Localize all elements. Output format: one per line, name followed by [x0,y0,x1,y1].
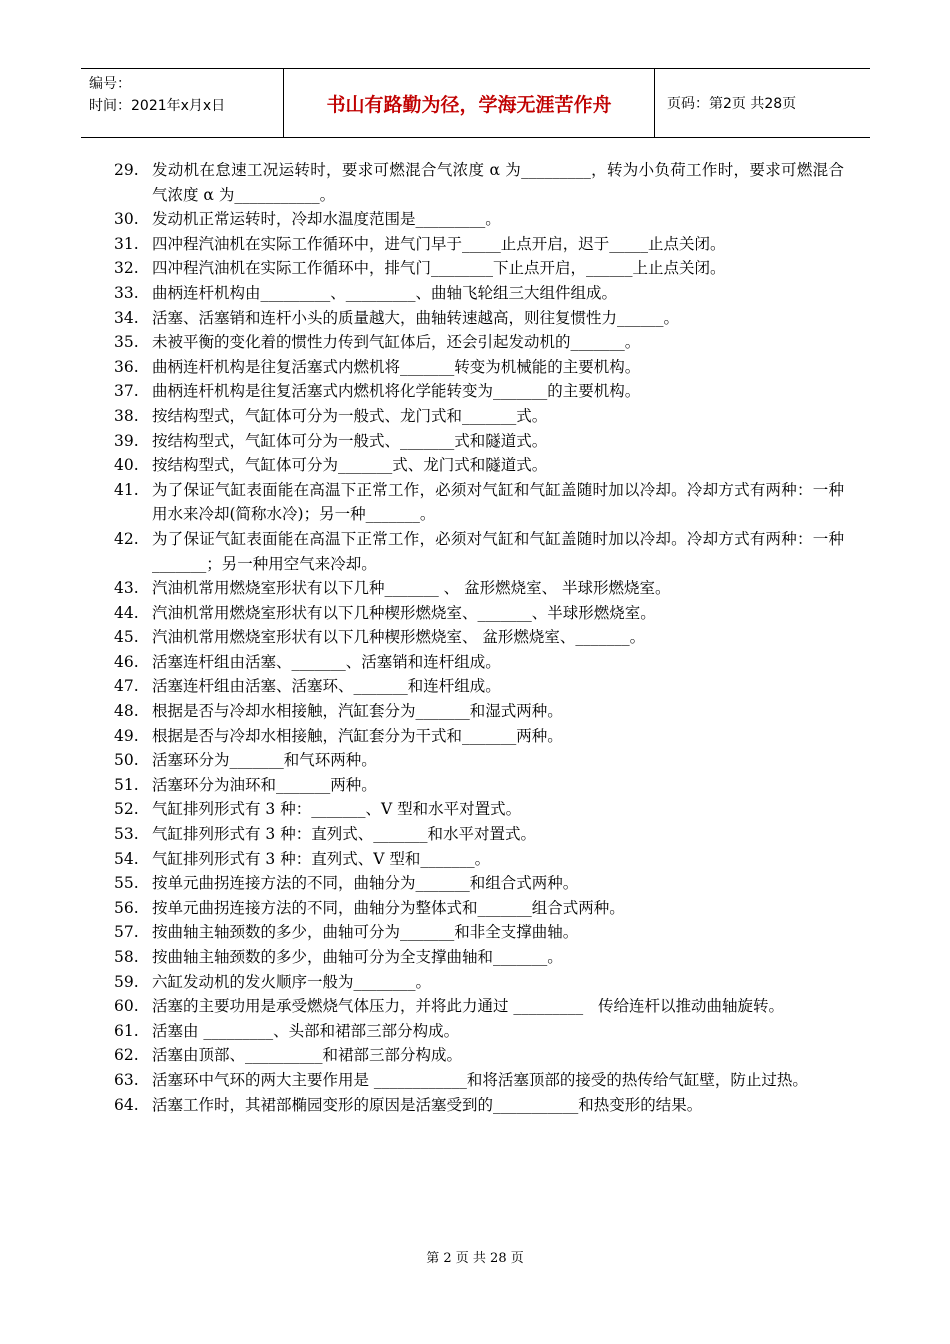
question-text: 按单元曲拐连接方法的不同，曲轴分为整体式和_______组合式两种。 [152,898,625,917]
question-text: 曲柄连杆机构由_________、_________、曲轴飞轮组三大组件组成。 [152,283,618,302]
question-number: 40. [114,456,139,475]
question-list [114,158,844,1117]
question-text: 气缸排列形式有 3 种：直列式、_______和水平对置式。 [152,825,536,844]
question-number: 30. [114,210,139,229]
question-text: 按单元曲拐连接方法的不同，曲轴分为_______和组合式两种。 [152,874,579,893]
question-text: 四冲程汽油机在实际工作循环中，排气门________下止点开启，______上止点关闭。 [152,259,726,278]
question-item [114,945,844,970]
question-item [114,232,844,257]
question-number: 57. [114,923,139,942]
time-label: 时间：2021年x月x日 [89,98,226,114]
question-item [114,355,844,380]
question-number: 59. [114,972,139,991]
question-text: 活塞连杆组由活塞、_______、活塞销和连杆组成。 [152,652,501,671]
question-number: 50. [114,751,139,770]
question-item [114,429,844,454]
question-text: 活塞由 _________、头部和裙部三部分构成。 [152,1021,460,1040]
question-number: 36. [114,357,139,376]
question-text: 气缸排列形式有 3 种：_______、V 型和水平对置式。 [152,800,522,819]
question-number: 34. [114,308,139,327]
question-number: 31. [114,234,139,253]
question-number: 63. [114,1070,139,1089]
question-item [114,674,844,699]
question-number: 29. [114,161,139,179]
question-item [114,896,844,921]
question-number: 42. [114,529,139,548]
question-number: 38. [114,406,139,425]
question-text: 活塞工作时，其裙部椭园变形的原因是活塞受到的___________和热变形的结果。 [152,1095,703,1114]
question-item [114,281,844,306]
question-item [114,601,844,626]
question-item [114,871,844,896]
question-item [114,920,844,945]
question-item [114,527,844,576]
question-item [114,970,844,995]
question-text: 按结构型式，气缸体可分为一般式、_______式和隧道式。 [152,431,548,450]
question-item [114,699,844,724]
question-number: 53. [114,825,139,844]
question-item [114,330,844,355]
question-item [114,625,844,650]
question-text: 气缸排列形式有 3 种：直列式、V 型和_______。 [152,849,491,868]
question-number: 46. [114,652,139,671]
question-number: 32. [114,259,139,278]
question-number: 56. [114,898,139,917]
page-header [81,68,870,138]
question-number: 51. [114,775,139,794]
question-number: 41. [114,480,139,499]
question-number: 55. [114,874,139,893]
question-number: 49. [114,726,139,745]
question-text: 根据是否与冷却水相接触，汽缸套分为_______和湿式两种。 [152,702,563,721]
question-text: 活塞环分为_______和气环两种。 [152,751,377,770]
question-text: 汽油机常用燃烧室形状有以下几种_______ 、 盆形燃烧室、 半球形燃烧室。 [152,579,671,598]
question-item [114,994,844,1019]
question-text: 曲柄连杆机构是往复活塞式内燃机将_______转变为机械能的主要机构。 [152,357,641,376]
question-item [114,822,844,847]
question-text: 曲柄连杆机构是往复活塞式内燃机将化学能转变为_______的主要机构。 [152,382,641,401]
question-text: 汽油机常用燃烧室形状有以下几种楔形燃烧室、 盆形燃烧室、_______。 [152,628,646,647]
question-item [114,379,844,404]
header-motto: 书山有路勤为径，学海无涯苦作舟 [284,69,655,137]
question-item [114,1043,844,1068]
question-number: 64. [114,1095,139,1114]
question-text: 活塞由顶部、__________和裙部三部分构成。 [152,1046,463,1065]
header-page-number: 页码：第2页 共28页 [667,96,797,112]
question-text: 为了保证气缸表面能在高温下正常工作，必须对气缸和气缸盖随时加以冷却。冷却方式有两种：一种用水来冷却(简称水冷)；另一种_______。 [152,480,844,524]
question-number: 52. [114,800,139,819]
question-text: 未被平衡的变化着的惯性力传到气缸体后，还会引起发动机的_______。 [152,333,641,352]
question-text: 根据是否与冷却水相接触，汽缸套分为干式和_______两种。 [152,726,563,745]
question-item [114,158,844,207]
question-number: 43. [114,579,139,598]
question-item [114,1093,844,1118]
question-item [114,797,844,822]
question-number: 48. [114,702,139,721]
question-number: 45. [114,628,139,647]
question-item [114,1019,844,1044]
question-item [114,256,844,281]
question-item [114,724,844,749]
question-number: 61. [114,1021,139,1040]
question-text: 汽油机常用燃烧室形状有以下几种楔形燃烧室、_______、半球形燃烧室。 [152,603,656,622]
question-text: 活塞环中气环的两大主要作用是 ____________和将活塞顶部的接受的热传给气缸壁，防止过热。 [152,1070,808,1089]
question-item [114,453,844,478]
question-number: 35. [114,333,139,352]
question-text: 活塞环分为油环和_______两种。 [152,775,377,794]
question-number: 44. [114,603,139,622]
question-number: 58. [114,948,139,966]
question-item [114,306,844,331]
question-item [114,847,844,872]
question-text: 发动机正常运转时，冷却水温度范围是_________。 [152,210,501,229]
question-number: 54. [114,849,139,868]
question-text: 按结构型式，气缸体可分为一般式、龙门式和_______式。 [152,406,548,425]
question-number: 62. [114,1046,139,1065]
question-text: 活塞连杆组由活塞、活塞环、_______和连杆组成。 [152,677,501,696]
question-number: 60. [114,997,139,1016]
question-text: 活塞、活塞销和连杆小头的质量越大，曲轴转速越高，则往复惯性力______。 [152,308,680,327]
question-item [114,650,844,675]
question-item [114,748,844,773]
question-text: 按结构型式，气缸体可分为_______式、龙门式和隧道式。 [152,456,548,475]
question-number: 37. [114,382,139,401]
question-number: 47. [114,677,139,696]
question-item [114,478,844,527]
question-item [114,576,844,601]
code-label: 编号： [89,76,131,92]
question-item [114,404,844,429]
question-text: 发动机在怠速工况运转时，要求可燃混合气浓度 α 为_________，转为小负荷工作时，要求可燃混合气浓度 α 为___________。 [152,161,844,204]
page-footer: 第 2 页 共 28 页 [426,1251,524,1266]
question-text: 六缸发动机的发火顺序一般为________。 [152,972,432,991]
header-meta [81,69,284,137]
question-item [114,1068,844,1093]
question-item [114,207,844,232]
question-text: 按曲轴主轴颈数的多少，曲轴可分为_______和非全支撑曲轴。 [152,923,579,942]
question-item [114,773,844,798]
question-text: 按曲轴主轴颈数的多少，曲轴可分为全支撑曲轴和_______。 [152,948,563,966]
question-number: 39. [114,431,139,450]
question-text: 四冲程汽油机在实际工作循环中，进气门早于_____止点开启，迟于_____止点关闭。 [152,234,726,253]
question-text: 为了保证气缸表面能在高温下正常工作，必须对气缸和气缸盖随时加以冷却。冷却方式有两种：一种_______；另一种用空气来冷却。 [152,529,844,573]
question-text: 活塞的主要功用是承受燃烧气体压力，并将此力通过 _________ 传给连杆以推动曲轴旋转。 [152,997,784,1016]
question-number: 33. [114,283,139,302]
